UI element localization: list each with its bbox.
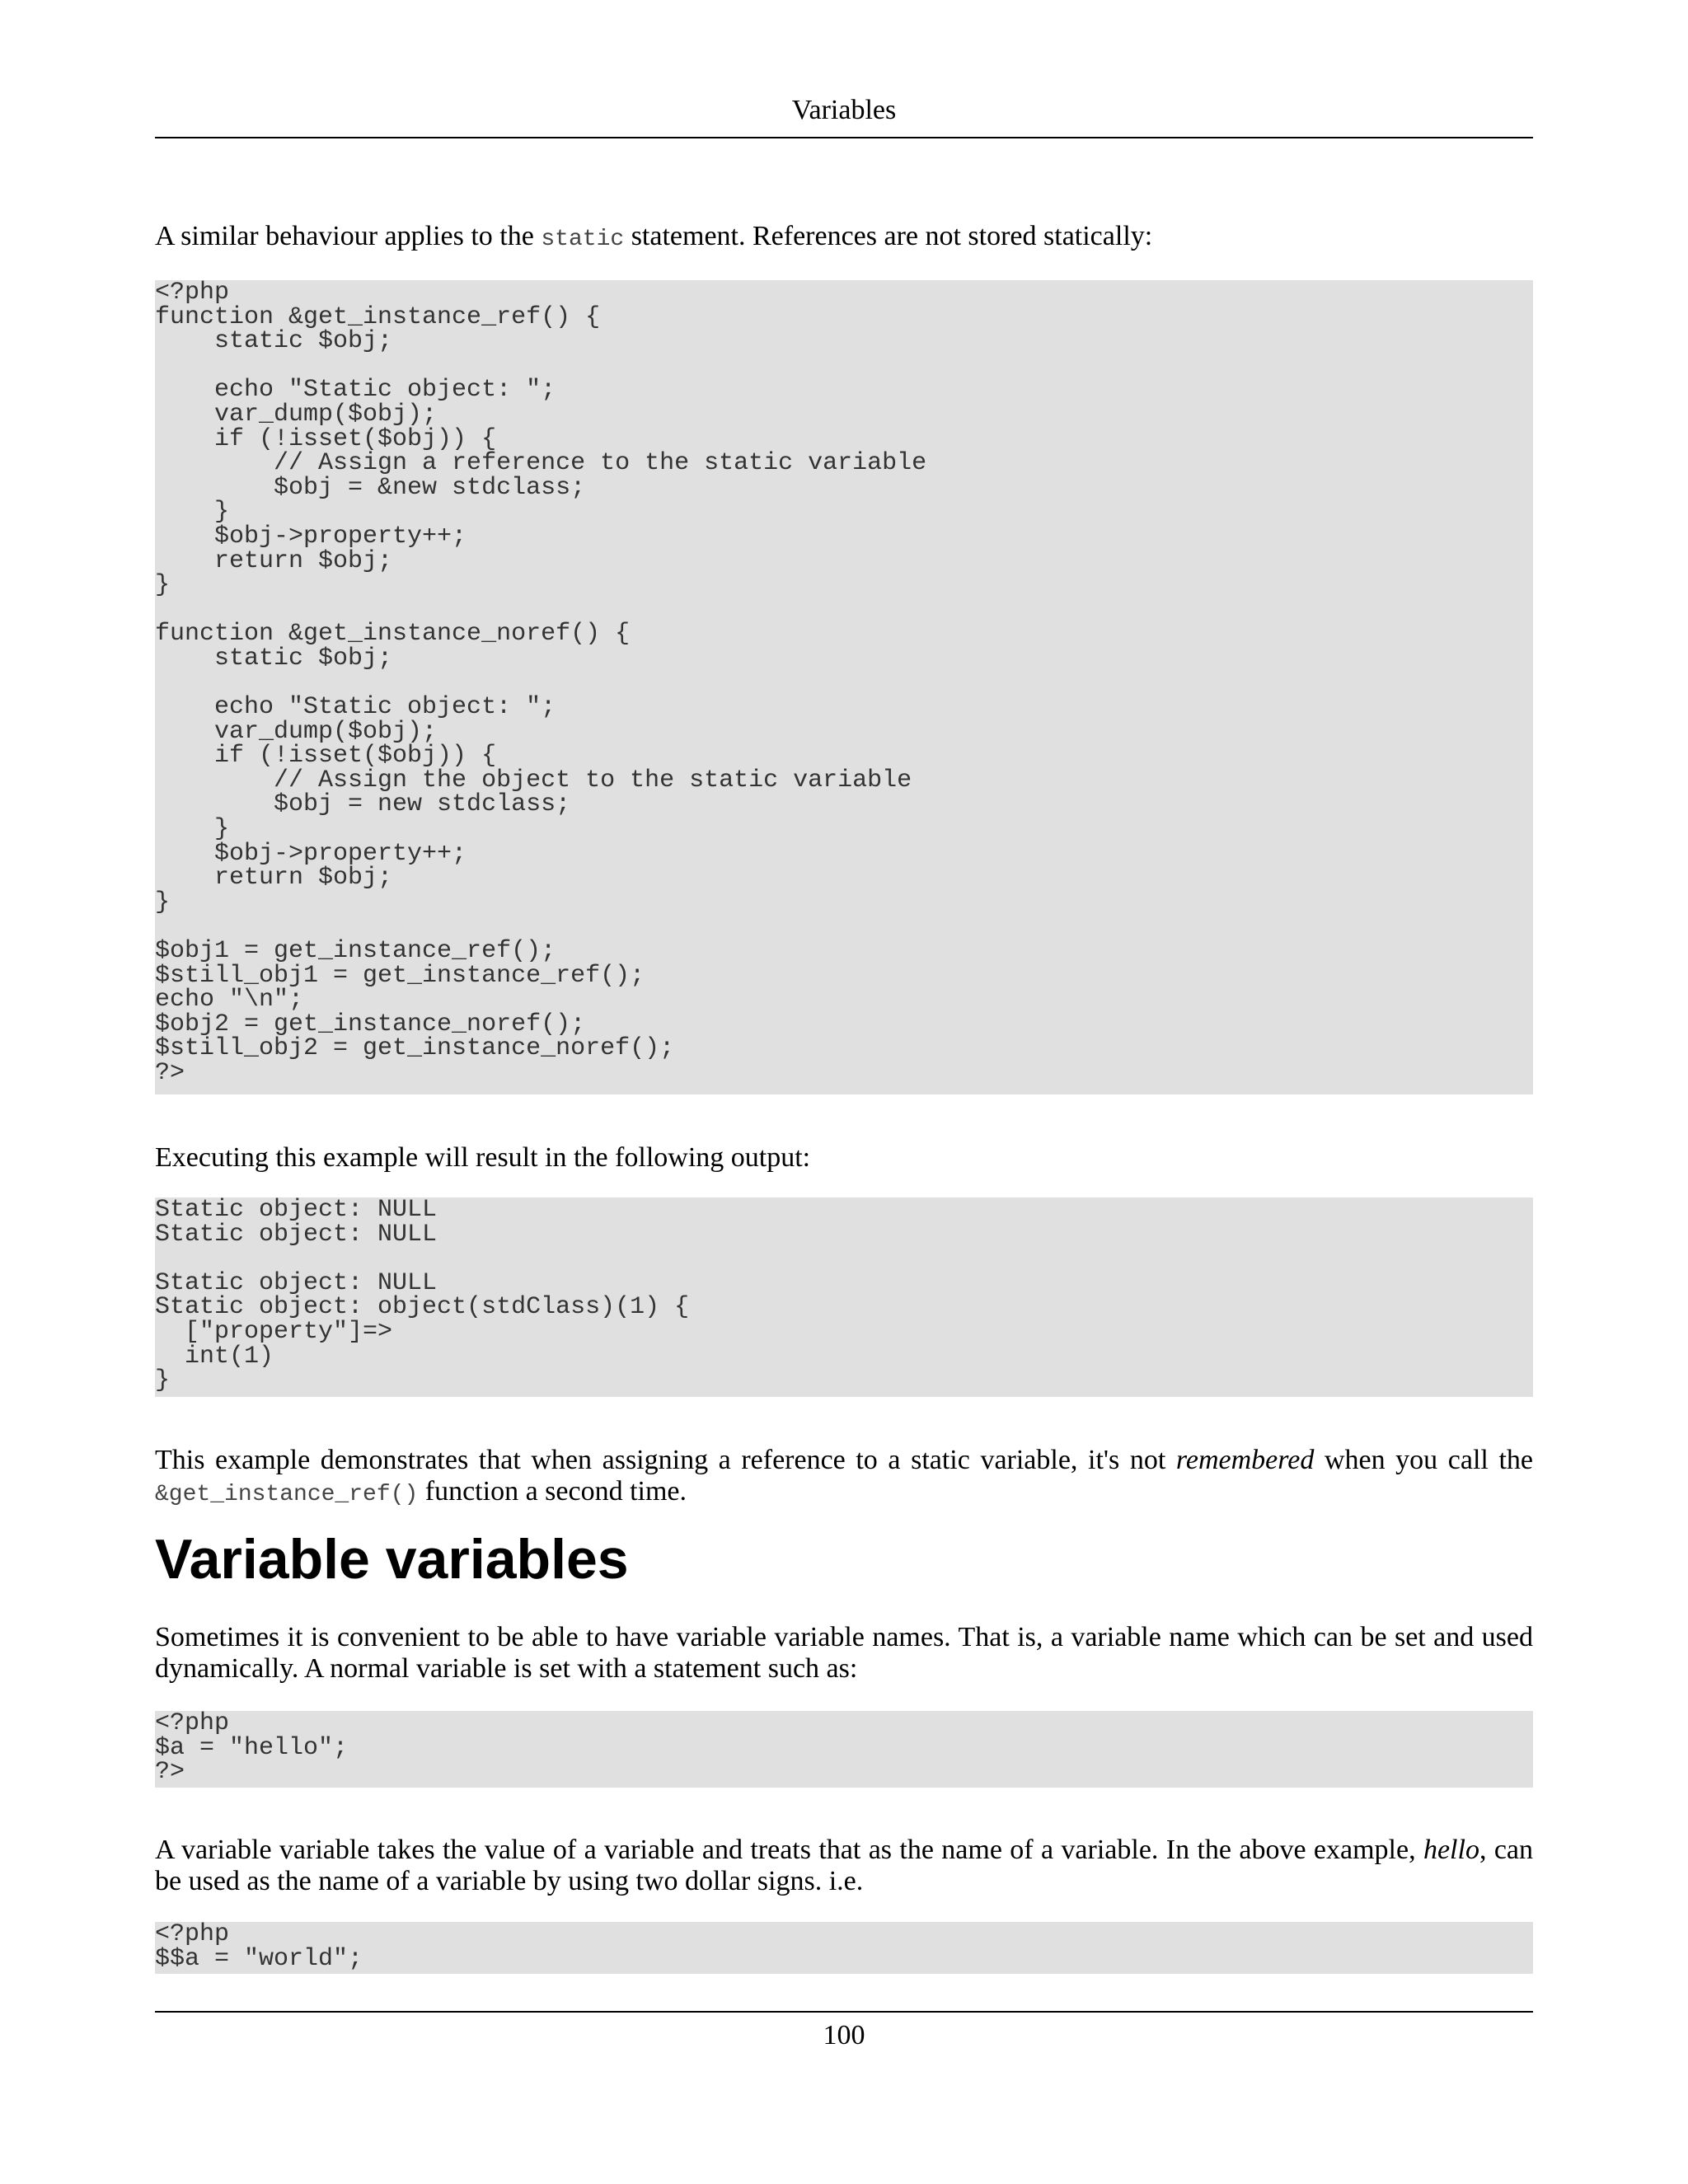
code-block-static-example: <?php function &get_instance_ref() { static $obj; echo "Static object: "; var_dump($obj); if (!isset($obj)) { // Assign a reference to the static variable $obj = &new stdclass; } $obj->property++; return $obj; } function &get_instance_noref() { static $obj; echo "Static object: "; var_dump($obj); if (!isset($obj)) { // Assign the object to the static variable $obj = new stdclass; } $obj->property++; return $obj; } $obj1 = get_instance_ref(); $still_obj1 = get_instance_ref(); echo "\n"; $obj2 = get_instance_noref(); $still_obj2 = get_instance_noref(); ?> — [155, 280, 1533, 1094]
intro-text-before: A similar behaviour applies to the — [155, 221, 542, 251]
sometimes-paragraph: Sometimes it is convenient to be able to have variable variable names. That is, a variable name which can be set and used dynamically. A normal variable is set with a statement such as: — [155, 1622, 1533, 1684]
variable-variable-paragraph — [155, 1835, 1533, 1897]
code-block-variable-variable: <?php $$a = "world"; — [155, 1922, 1533, 1974]
code-block-normal-variable: <?php $a = "hello"; ?> — [155, 1711, 1533, 1788]
demonstrates-text-middle: when you call the — [1314, 1445, 1533, 1475]
demonstrates-text-after: function a second time. — [418, 1476, 687, 1507]
inline-code-static: static — [541, 227, 625, 252]
demonstrates-text-before: This example demonstrates that when assigning a reference to a static variable, it's not — [155, 1445, 1176, 1475]
emphasis-hello: hello — [1423, 1835, 1479, 1865]
demonstrates-paragraph — [155, 1445, 1533, 1511]
varvar-text-before: A variable variable takes the value of a variable and treats that as the name of a variable. In the above example, — [155, 1835, 1423, 1865]
emphasis-remembered: remembered — [1175, 1445, 1315, 1475]
inline-code-get-instance-ref: &get_instance_ref() — [155, 1482, 419, 1507]
varvar-text-after: , can be used as the name of a variable by using two dollar signs. i.e. — [155, 1835, 1534, 1896]
code-block-output: Static object: NULL Static object: NULL Static object: NULL Static object: object(stdClass)(1) { ["property"]=> int(1) } — [155, 1197, 1533, 1397]
running-header: Variables — [791, 95, 897, 125]
section-heading-variable-variables: Variable variables — [155, 1528, 629, 1591]
intro-paragraph — [155, 221, 1533, 255]
executing-paragraph: Executing this example will result in the following output: — [155, 1142, 811, 1173]
intro-text-after: statement. References are not stored statically: — [624, 221, 1153, 251]
page-number: 100 — [823, 2020, 865, 2050]
footer-rule — [155, 2011, 1533, 2013]
header-rule — [155, 137, 1533, 138]
